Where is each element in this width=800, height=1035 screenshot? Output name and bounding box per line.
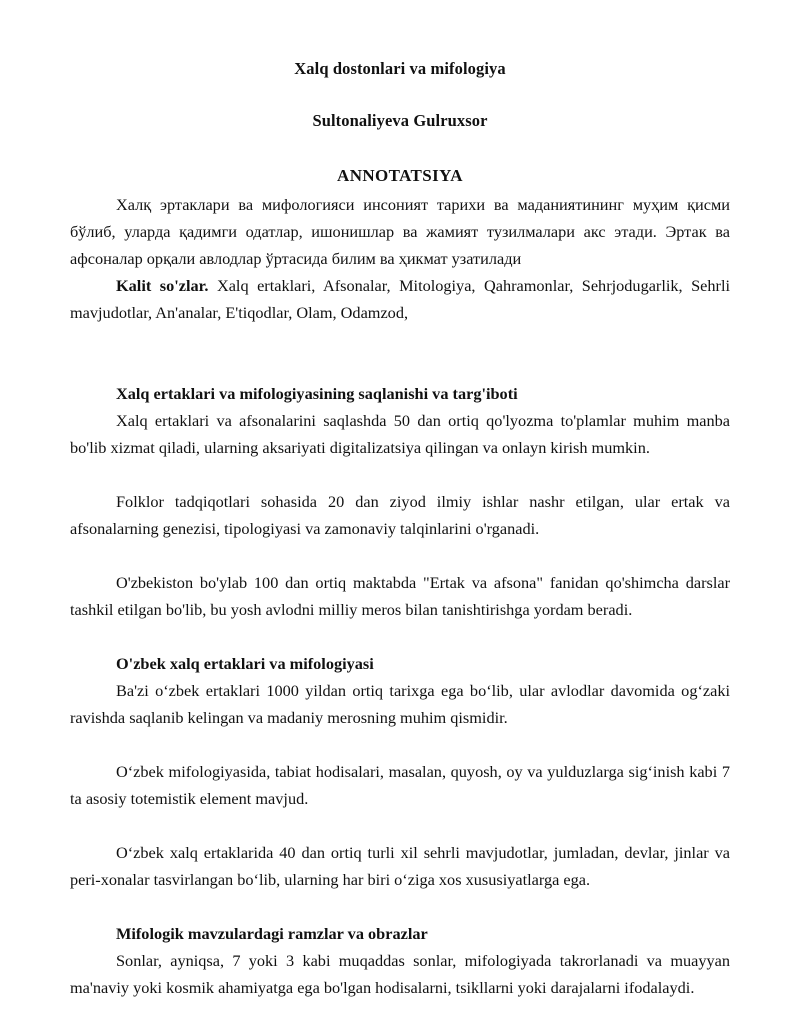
- section-paragraph: O‘zbek xalq ertaklarida 40 dan ortiq turli xil sehrli mavjudotlar, jumladan, devlar, jinlar va peri-xonalar tasvirlangan bo‘lib, ularning har biri o‘ziga xos xususiyatlarga ega.: [70, 843, 730, 890]
- spacer: [70, 731, 730, 758]
- section-paragraph: O'zbekiston bo'ylab 100 dan ortiq maktabda "Ertak va afsona" fanidan qo'shimcha darslar tashkil etilgan bo'lib, bu yosh avlodni milliy meros bilan tanishtirishga yordam beradi.: [70, 573, 730, 620]
- spacer: [70, 623, 730, 650]
- keywords-label: Kalit so'zlar.: [116, 276, 209, 296]
- section-heading-symbols: Mifologik mavzulardagi ramzlar va obrazlar: [116, 924, 428, 944]
- section-paragraph: O‘zbek mifologiyasida, tabiat hodisalari, masalan, quyosh, oy va yulduzlarga sig‘inish kabi 7 ta asosiy totemistik element mavjud.: [70, 762, 730, 809]
- spacer: [70, 326, 730, 380]
- document-body: [70, 0, 730, 1001]
- section-paragraph: Folklor tadqiqotlari sohasida 20 dan ziyod ilmiy ishlar nashr etilgan, ular ertak va afsonalarning genezisi, tipologiyasi va zamonaviy talqinlarini o'rganadi.: [70, 492, 730, 539]
- spacer: [70, 461, 730, 488]
- annotation-heading: ANNOTATSIYA: [337, 165, 463, 185]
- annotation-paragraph: Халқ эртаклари ва мифологияси инсоният тарихи ва маданиятининг муҳим қисми бўлиб, уларда қадимги одатлар, ишонишлар ва жамият тузилмалари акс этади. Эртак ва афсоналар орқали авлодлар ўртасида билим ва ҳикмат узатилади: [70, 195, 730, 269]
- keywords-list: Xalq ertaklari, Afsonalar, Mitologiya, Qahramonlar, Sehrjodugarlik, Sehrli mavjudotlar, An'analar, E'tiqodlar, Olam, Odamzod,: [70, 276, 730, 323]
- page-title: Xalq dostonlari va mifologiya: [294, 59, 506, 78]
- spacer: [70, 133, 730, 165]
- section-paragraph: Xalq ertaklari va afsonalarini saqlashda 50 dan ortiq qo'lyozma to'plamlar muhim manba bo'lib xizmat qiladi, ularning aksariyati digitalizatsiya qilingan va onlayn kirish mumkin.: [70, 411, 730, 458]
- keywords-paragraph: [70, 272, 730, 326]
- author-name: Sultonaliyeva Gulruxsor: [312, 111, 488, 131]
- section-heading-uzbek-tales: O'zbek xalq ertaklari va mifologiyasi: [116, 654, 374, 674]
- section-paragraph: Sonlar, ayniqsa, 7 yoki 3 kabi muqaddas sonlar, mifologiyada takrorlanadi va muayyan ma'naviy yoki kosmik ahamiyatga ega bo'lgan hodisalarni, tsikllarni yoki darajalarni ifodalaydi.: [70, 951, 730, 998]
- spacer: [70, 80, 730, 110]
- section-heading-preservation: Xalq ertaklari va mifologiyasining saqlanishi va targ'iboti: [116, 384, 518, 404]
- section-paragraph: Ba'zi o‘zbek ertaklari 1000 yildan ortiq tarixga ega bo‘lib, ular avlodlar davomida og‘zaki ravishda saqlanib kelingan va madaniy merosning muhim qismidir.: [70, 681, 730, 728]
- spacer: [70, 812, 730, 839]
- spacer: [70, 893, 730, 920]
- spacer: [70, 542, 730, 569]
